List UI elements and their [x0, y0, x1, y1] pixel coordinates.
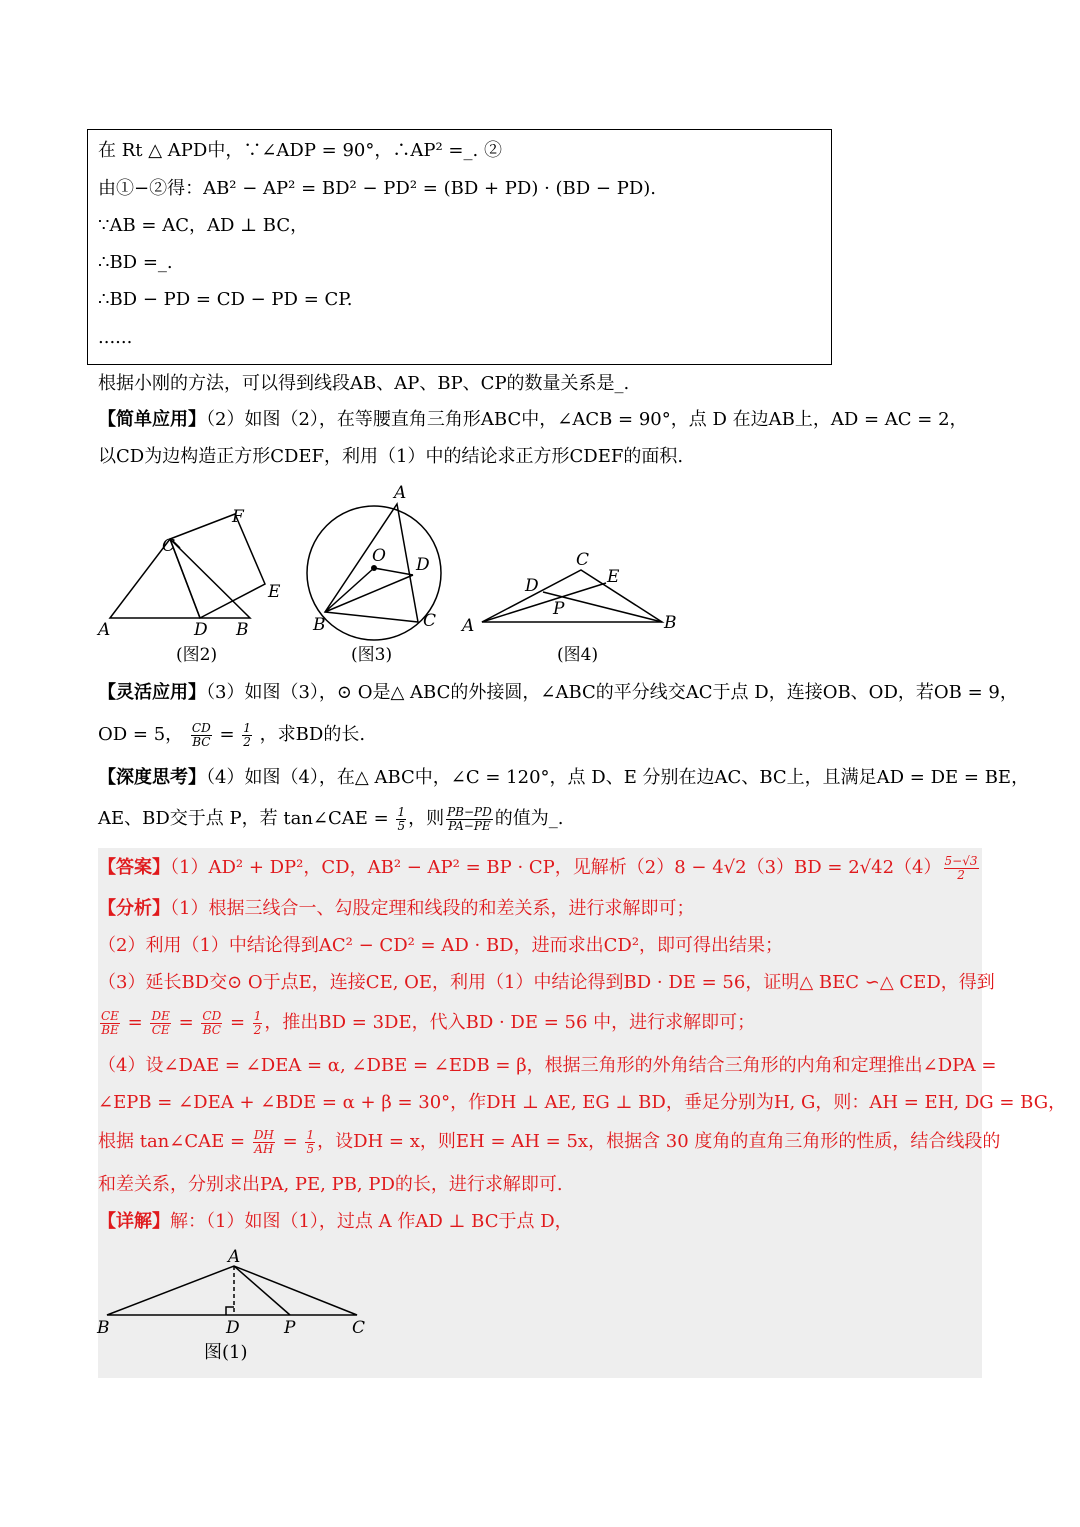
q3-text-2a: OD = 5，	[98, 724, 184, 745]
frac-denominator: 2	[243, 734, 251, 749]
frac-numerator: 1	[253, 1008, 262, 1023]
frac-numerator: DH	[253, 1127, 274, 1142]
proof-line-2: 由①−②得：AB² − AP² = BD² − PD² = (BD + PD) · (BD − PD).	[98, 178, 657, 199]
analysis-line-1	[98, 897, 694, 921]
detail-line	[98, 1210, 573, 1234]
frac-denominator: 2	[253, 1022, 262, 1037]
fig3-label-c: C	[423, 611, 437, 631]
fig1-label-d: D	[226, 1318, 240, 1338]
detail-tag: 【详解】	[98, 1211, 170, 1232]
q1-conclusion: 根据小刚的方法，可以得到线段AB、AP、BP、CP的数量关系是_.	[98, 373, 630, 394]
fig2-label-a: A	[98, 620, 111, 640]
proof-line-6: ......	[98, 327, 133, 348]
fig3-caption: (图3)	[351, 645, 393, 665]
answer-tag: 【答案】	[98, 857, 170, 878]
proof-line-4: ∴BD =_.	[98, 252, 173, 273]
answer-fraction	[944, 855, 979, 882]
q4-line-2	[98, 804, 563, 834]
frac-denominator: 5	[397, 818, 406, 833]
fig2-label-d: D	[194, 620, 208, 640]
frac-denominator: BE	[101, 1022, 119, 1037]
fig2-caption: (图2)	[176, 645, 218, 665]
analysis-line-3: （3）延长BD交⊙ O于点E，连接CE, OE，利用（1）中结论得到BD · DE = 56，证明△ BEC ∽△ CED，得到	[98, 972, 995, 993]
frac-denominator: PA−PE	[448, 818, 491, 833]
fraction-ce-be	[100, 1010, 120, 1037]
frac-denominator: BC	[192, 734, 211, 749]
q3-fraction-half	[242, 722, 252, 749]
proof-line-5: ∴BD − PD = CD − PD = CP.	[98, 289, 353, 310]
answer-line	[98, 853, 981, 883]
figures-2-3-4	[90, 478, 710, 668]
q3-fraction-cd-bc	[191, 722, 212, 749]
analysis-text-4: ，推出BD = 3DE，代入BD · DE = 56 中，进行求解即可；	[264, 1012, 756, 1033]
fig2-label-c: C	[162, 536, 176, 556]
fig1-label-b: B	[97, 1318, 110, 1338]
detail-text: 解：（1）如图（1），过点 A 作AD ⊥ BC于点 D，	[170, 1211, 573, 1232]
fraction-half	[253, 1010, 263, 1037]
fig1-label-c: C	[352, 1318, 366, 1338]
fig2-label-b: B	[236, 620, 249, 640]
q2-line-2: 以CD为边构造正方形CDEF，利用（1）中的结论求正方形CDEF的面积.	[98, 446, 684, 467]
fig4-caption: (图4)	[557, 645, 599, 665]
analysis-text-1: （1）根据三线合一、勾股定理和线段的和差关系，进行求解即可；	[170, 898, 695, 919]
frac-numerator: 1	[397, 804, 406, 819]
q3-tag: 【灵活应用】	[98, 682, 206, 703]
fraction-de-ce	[150, 1010, 170, 1037]
q4-fraction-tan	[396, 806, 406, 833]
frac-numerator: 1	[306, 1127, 315, 1142]
equals-sign: =	[219, 724, 235, 745]
frac-numerator: 1	[243, 720, 251, 735]
q4-text-1: （4）如图（4），在△ ABC中，∠C = 120°，点 D、E 分别在边AC、BC上，且满足AD = DE = BE，	[206, 767, 1030, 788]
fraction-dh-ah	[253, 1129, 275, 1156]
q4-text-2c: 的值为_.	[494, 808, 564, 829]
q3-text-2b: ，求BD的长.	[259, 724, 366, 745]
q3-text-1: （3）如图（3），⊙ O是△ ABC的外接圆，∠ABC的平分线交AC于点 D，连接OB、OD，若OB = 9，	[206, 682, 1018, 703]
frac-denominator: 2	[957, 867, 965, 882]
fraction-cd-bc	[201, 1010, 222, 1037]
analysis-line-2: （2）利用（1）中结论得到AC² − CD² = AD · BD，进而求出CD²，即可得出结果；	[98, 935, 784, 956]
fig4-label-b: B	[664, 613, 677, 633]
frac-denominator: 5	[306, 1141, 315, 1156]
fig1-label-p: P	[284, 1318, 296, 1338]
frac-numerator: CD	[191, 720, 211, 735]
fig4-label-a: A	[462, 616, 475, 636]
q2-line-1	[98, 408, 968, 432]
frac-numerator: CE	[101, 1008, 119, 1023]
q3-line-2	[98, 720, 365, 750]
frac-denominator: AH	[254, 1141, 274, 1156]
q2-tag: 【简单应用】	[98, 409, 206, 430]
fig1-caption: 图(1)	[204, 1342, 248, 1363]
frac-numerator: DE	[151, 1008, 170, 1023]
proof-line-3: ∵AB = AC，AD ⊥ BC，	[98, 215, 309, 236]
frac-numerator: CD	[202, 1008, 222, 1023]
proof-box	[87, 129, 832, 365]
q4-fraction-ratio	[446, 806, 493, 833]
figure-4	[482, 570, 662, 622]
proof-line-1: 在 Rt △ APD中，∵∠ADP = 90°，∴AP² =_. ②	[98, 140, 502, 161]
frac-denominator: BC	[202, 1022, 221, 1037]
analysis-text-7a: 根据 tan∠CAE =	[98, 1131, 246, 1152]
fig3-label-a: A	[394, 483, 407, 503]
frac-numerator: 5−√3	[944, 853, 978, 868]
analysis-line-4: $\frac{CE}{BE}$ = $\frac{DE}{CE}$ = $\frac{CD}{BC}$ = $\frac{1}{2}$ ，推出BD = 3DE，代入BD · DE = 56 中，进行求解即可；	[101, 1008, 756, 1037]
answer-text: （1）AD² + DP²，CD，AB² − AP² = BP · CP，见解析（2）8 − 4√2（3）BD = 2√42（4）	[170, 857, 942, 878]
analysis-tag: 【分析】	[98, 898, 170, 919]
q4-text-2a: AE、BD交于点 P，若 tan∠CAE =	[98, 808, 389, 829]
analysis-line-5: （4）设∠DAE = ∠DEA = α, ∠DBE = ∠EDB = β，根据三角形的外角结合三角形的内角和定理推出∠DPA =	[98, 1055, 997, 1076]
fig3-label-o: O	[372, 546, 386, 566]
fig4-label-d: D	[525, 576, 539, 596]
analysis-line-7: 根据 tan∠CAE = $\frac{DH}{AH}$ = $\frac{1}{5}$ ，设DH = x，则EH = AH = 5x，根据含 30 度角的直角三角形的性质，结合线段的	[98, 1127, 1001, 1156]
fraction-one-fifth	[305, 1129, 315, 1156]
q4-tag: 【深度思考】	[98, 767, 206, 788]
frac-denominator: CE	[151, 1022, 170, 1037]
fig3-label-b: B	[313, 615, 326, 635]
q3-line-1	[98, 681, 1018, 705]
q4-text-2b: ，则	[408, 808, 445, 829]
fig1-label-a: A	[228, 1247, 241, 1267]
q4-line-1	[98, 766, 1029, 790]
fig4-label-p: P	[553, 599, 565, 619]
q2-text-1: （2）如图（2），在等腰直角三角形ABC中，∠ACB = 90°，点 D 在边AB上，AD = AC = 2，	[206, 409, 968, 430]
figure-2	[110, 514, 265, 618]
fig4-label-c: C	[576, 550, 590, 570]
fig2-label-e: E	[268, 582, 281, 602]
fig3-label-d: D	[416, 555, 430, 575]
frac-numerator: PB−PD	[447, 804, 492, 819]
analysis-line-8: 和差关系，分别求出PA, PE, PB, PD的长，进行求解即可.	[98, 1174, 563, 1195]
analysis-text-7b: ，设DH = x，则EH = AH = 5x，根据含 30 度角的直角三角形的性质，结合线段的	[317, 1131, 1001, 1152]
fig2-label-f: F	[232, 507, 244, 527]
analysis-line-6: ∠EPB = ∠DEA + ∠BDE = α + β = 30°，作DH ⊥ AE, EG ⊥ BD，垂足分别为H, G，则：AH = EH, DG = BG，	[98, 1092, 1067, 1113]
fig4-label-e: E	[607, 567, 620, 587]
figure-1	[92, 1242, 382, 1367]
